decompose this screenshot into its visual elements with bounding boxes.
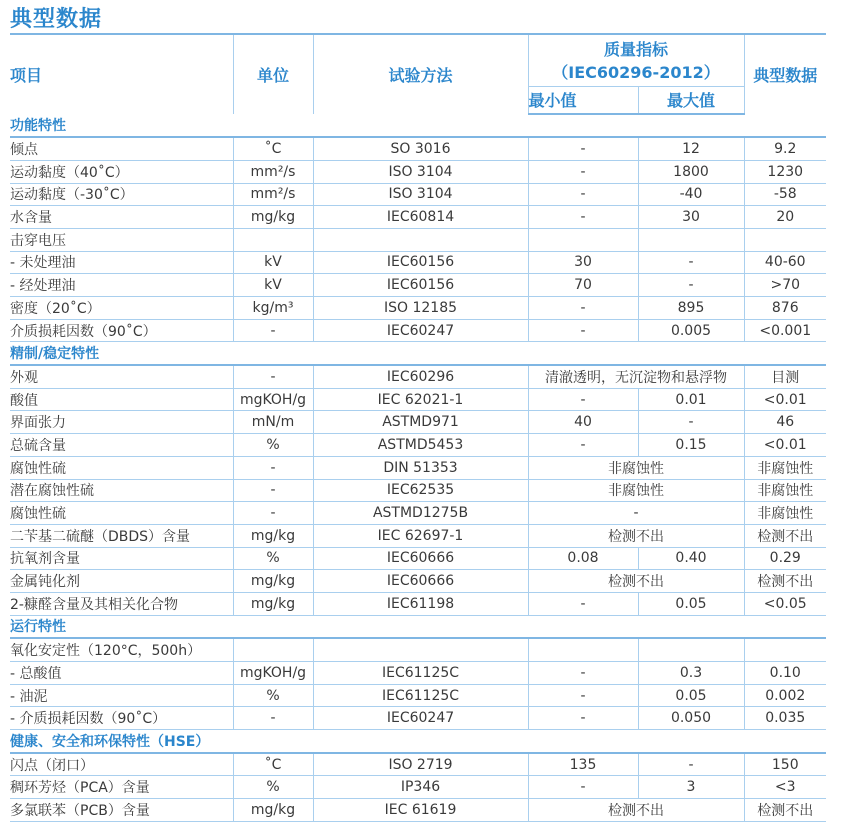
cell-spec: 检测不出 [528, 799, 744, 822]
cell-method: IEC 62697-1 [313, 524, 528, 547]
cell-max: 0.40 [638, 547, 744, 570]
cell-unit: % [233, 434, 313, 457]
section-row [10, 730, 826, 753]
cell-method: IEC 61619 [313, 799, 528, 822]
cell-typical: >70 [744, 274, 826, 297]
cell-method: ISO 2719 [313, 753, 528, 776]
cell-method: IEC60156 [313, 251, 528, 274]
cell-typical: 检测不出 [744, 570, 826, 593]
header-typical: 典型数据 [744, 34, 826, 114]
cell-item: 潜在腐蚀性硫 [10, 479, 233, 502]
cell-min: - [528, 434, 638, 457]
cell-method: IEC61198 [313, 592, 528, 615]
cell-max: - [638, 274, 744, 297]
cell-unit: - [233, 365, 313, 388]
table-row [10, 319, 826, 342]
cell-max [638, 638, 744, 661]
cell-min: - [528, 183, 638, 206]
cell-unit: kg/m³ [233, 297, 313, 320]
table-row [10, 183, 826, 206]
cell-item: - 经处理油 [10, 274, 233, 297]
cell-typical: 0.002 [744, 684, 826, 707]
cell-item: 腐蚀性硫 [10, 502, 233, 525]
cell-typical: 20 [744, 206, 826, 229]
cell-method: IEC60156 [313, 274, 528, 297]
table-row [10, 547, 826, 570]
cell-unit: - [233, 479, 313, 502]
cell-typical: 0.29 [744, 547, 826, 570]
table-row [10, 570, 826, 593]
section-title: 精制/稳定特性 [10, 342, 826, 365]
cell-max: 0.15 [638, 434, 744, 457]
cell-unit: ˚C [233, 753, 313, 776]
cell-method: ISO 3104 [313, 160, 528, 183]
cell-item: 抗氧剂含量 [10, 547, 233, 570]
cell-item: 水含量 [10, 206, 233, 229]
table-row [10, 434, 826, 457]
table-row [10, 684, 826, 707]
cell-min: - [528, 319, 638, 342]
cell-item: 总硫含量 [10, 434, 233, 457]
cell-min: - [528, 592, 638, 615]
cell-method: ASTMD971 [313, 411, 528, 434]
cell-item: 介质损耗因数（90˚C） [10, 319, 233, 342]
cell-max [638, 228, 744, 251]
cell-item: - 未处理油 [10, 251, 233, 274]
cell-typical: <0.01 [744, 434, 826, 457]
cell-typical: 0.035 [744, 707, 826, 730]
cell-unit: mg/kg [233, 570, 313, 593]
table-row [10, 365, 826, 388]
cell-max: 0.005 [638, 319, 744, 342]
cell-typical: 876 [744, 297, 826, 320]
header-min: 最小值 [528, 86, 638, 114]
cell-min: - [528, 684, 638, 707]
cell-unit: mg/kg [233, 799, 313, 822]
cell-typical: 9.2 [744, 137, 826, 160]
cell-typical: <0.05 [744, 592, 826, 615]
cell-typical: <3 [744, 776, 826, 799]
header-method: 试验方法 [313, 34, 528, 114]
cell-unit: - [233, 319, 313, 342]
cell-item: 多氯联苯（PCB）含量 [10, 799, 233, 822]
cell-unit: mm²/s [233, 183, 313, 206]
section-row [10, 342, 826, 365]
cell-spec: 非腐蚀性 [528, 479, 744, 502]
cell-typical: -58 [744, 183, 826, 206]
cell-typical: 非腐蚀性 [744, 479, 826, 502]
cell-method: ISO 3104 [313, 183, 528, 206]
cell-max: 12 [638, 137, 744, 160]
cell-item: 闪点（闭口） [10, 753, 233, 776]
table-row [10, 638, 826, 661]
header-spec [528, 34, 744, 86]
cell-method: DIN 51353 [313, 456, 528, 479]
table-row [10, 228, 826, 251]
cell-min: - [528, 707, 638, 730]
cell-item: 2-糠醛含量及其相关化合物 [10, 592, 233, 615]
cell-method: IEC61125C [313, 662, 528, 685]
cell-typical: 非腐蚀性 [744, 502, 826, 525]
cell-spec: 检测不出 [528, 524, 744, 547]
cell-item: 氧化安定性（120°C，500h） [10, 638, 233, 661]
cell-typical: 1230 [744, 160, 826, 183]
section-title: 功能特性 [10, 114, 826, 138]
cell-unit: kV [233, 274, 313, 297]
cell-max: 3 [638, 776, 744, 799]
table-row [10, 502, 826, 525]
cell-spec: 清澈透明，无沉淀物和悬浮物 [528, 365, 744, 388]
cell-typical: 150 [744, 753, 826, 776]
table-row [10, 411, 826, 434]
cell-unit: - [233, 456, 313, 479]
cell-method: IEC62535 [313, 479, 528, 502]
cell-unit: mg/kg [233, 592, 313, 615]
cell-spec: - [528, 502, 744, 525]
cell-max: 895 [638, 297, 744, 320]
table-row [10, 160, 826, 183]
cell-min: - [528, 160, 638, 183]
table-row [10, 799, 826, 822]
cell-typical [744, 638, 826, 661]
cell-typical: 46 [744, 411, 826, 434]
header-spec-label: 质量指标 [603, 40, 668, 60]
cell-item: - 介质损耗因数（90˚C） [10, 707, 233, 730]
cell-method: IEC 62021-1 [313, 388, 528, 411]
cell-max: 0.01 [638, 388, 744, 411]
cell-unit: % [233, 776, 313, 799]
cell-typical: <0.001 [744, 319, 826, 342]
cell-min [528, 228, 638, 251]
cell-min: - [528, 297, 638, 320]
cell-unit: kV [233, 251, 313, 274]
typical-data-table [10, 33, 826, 822]
cell-method: IP346 [313, 776, 528, 799]
cell-item: 腐蚀性硫 [10, 456, 233, 479]
cell-method: ASTMD1275B [313, 502, 528, 525]
cell-max: 30 [638, 206, 744, 229]
cell-item: 金属钝化剂 [10, 570, 233, 593]
table-row [10, 753, 826, 776]
cell-min: - [528, 662, 638, 685]
cell-typical: <0.01 [744, 388, 826, 411]
cell-method: IEC60296 [313, 365, 528, 388]
table-row [10, 776, 826, 799]
section-title: 运行特性 [10, 615, 826, 638]
cell-max: 0.05 [638, 684, 744, 707]
cell-unit [233, 638, 313, 661]
cell-item: 外观 [10, 365, 233, 388]
section-row [10, 615, 826, 638]
cell-typical: 检测不出 [744, 799, 826, 822]
cell-method: IEC60247 [313, 707, 528, 730]
cell-max: - [638, 411, 744, 434]
cell-item: 界面张力 [10, 411, 233, 434]
cell-item: 运动黏度（-30˚C） [10, 183, 233, 206]
cell-typical [744, 228, 826, 251]
cell-unit: - [233, 502, 313, 525]
table-row [10, 297, 826, 320]
cell-method: IEC61125C [313, 684, 528, 707]
cell-max: -40 [638, 183, 744, 206]
cell-min: 30 [528, 251, 638, 274]
cell-item: 倾点 [10, 137, 233, 160]
cell-min: - [528, 388, 638, 411]
cell-typical: 非腐蚀性 [744, 456, 826, 479]
cell-max: 0.050 [638, 707, 744, 730]
cell-typical: 0.10 [744, 662, 826, 685]
cell-method: IEC60666 [313, 547, 528, 570]
cell-typical: 检测不出 [744, 524, 826, 547]
header-spec-standard: （IEC60296-2012） [552, 63, 720, 83]
cell-max: 0.3 [638, 662, 744, 685]
cell-item: - 总酸值 [10, 662, 233, 685]
cell-item: - 油泥 [10, 684, 233, 707]
header-unit: 单位 [233, 34, 313, 114]
section-row [10, 114, 826, 138]
cell-unit: ˚C [233, 137, 313, 160]
cell-unit: % [233, 547, 313, 570]
cell-method: IEC60814 [313, 206, 528, 229]
cell-unit: mg/kg [233, 524, 313, 547]
cell-min [528, 638, 638, 661]
cell-method: SO 3016 [313, 137, 528, 160]
cell-typical: 目测 [744, 365, 826, 388]
table-body [10, 114, 826, 822]
cell-method [313, 228, 528, 251]
cell-min: - [528, 206, 638, 229]
cell-item: 击穿电压 [10, 228, 233, 251]
page-title: 典型数据 [10, 7, 103, 32]
table-row [10, 388, 826, 411]
cell-item: 运动黏度（40˚C） [10, 160, 233, 183]
cell-spec: 检测不出 [528, 570, 744, 593]
table-header [10, 34, 826, 114]
header-max: 最大值 [638, 86, 744, 114]
table-row [10, 251, 826, 274]
cell-min: - [528, 137, 638, 160]
cell-unit: mgKOH/g [233, 388, 313, 411]
cell-unit: mg/kg [233, 206, 313, 229]
cell-method: IEC60666 [313, 570, 528, 593]
cell-unit: mm²/s [233, 160, 313, 183]
table-row [10, 707, 826, 730]
cell-unit: % [233, 684, 313, 707]
cell-method: ISO 12185 [313, 297, 528, 320]
table-row [10, 592, 826, 615]
table-row [10, 524, 826, 547]
cell-min: 70 [528, 274, 638, 297]
cell-min: 135 [528, 753, 638, 776]
cell-spec: 非腐蚀性 [528, 456, 744, 479]
cell-min: 40 [528, 411, 638, 434]
section-title: 健康、安全和环保特性（HSE） [10, 730, 826, 753]
header-item: 项目 [10, 34, 233, 114]
table-row [10, 274, 826, 297]
cell-item: 酸值 [10, 388, 233, 411]
cell-item: 密度（20˚C） [10, 297, 233, 320]
table-row [10, 456, 826, 479]
cell-typical: 40-60 [744, 251, 826, 274]
table-row [10, 137, 826, 160]
table-row [10, 206, 826, 229]
cell-max: 0.05 [638, 592, 744, 615]
cell-item: 稠环芳烃（PCA）含量 [10, 776, 233, 799]
cell-unit [233, 228, 313, 251]
table-row [10, 662, 826, 685]
cell-max: - [638, 753, 744, 776]
cell-method: ASTMD5453 [313, 434, 528, 457]
cell-unit: mN/m [233, 411, 313, 434]
cell-min: 0.08 [528, 547, 638, 570]
cell-method [313, 638, 528, 661]
cell-max: 1800 [638, 160, 744, 183]
cell-min: - [528, 776, 638, 799]
cell-item: 二苄基二硫醚（DBDS）含量 [10, 524, 233, 547]
cell-unit: - [233, 707, 313, 730]
cell-unit: mgKOH/g [233, 662, 313, 685]
table-row [10, 479, 826, 502]
cell-max: - [638, 251, 744, 274]
cell-method: IEC60247 [313, 319, 528, 342]
